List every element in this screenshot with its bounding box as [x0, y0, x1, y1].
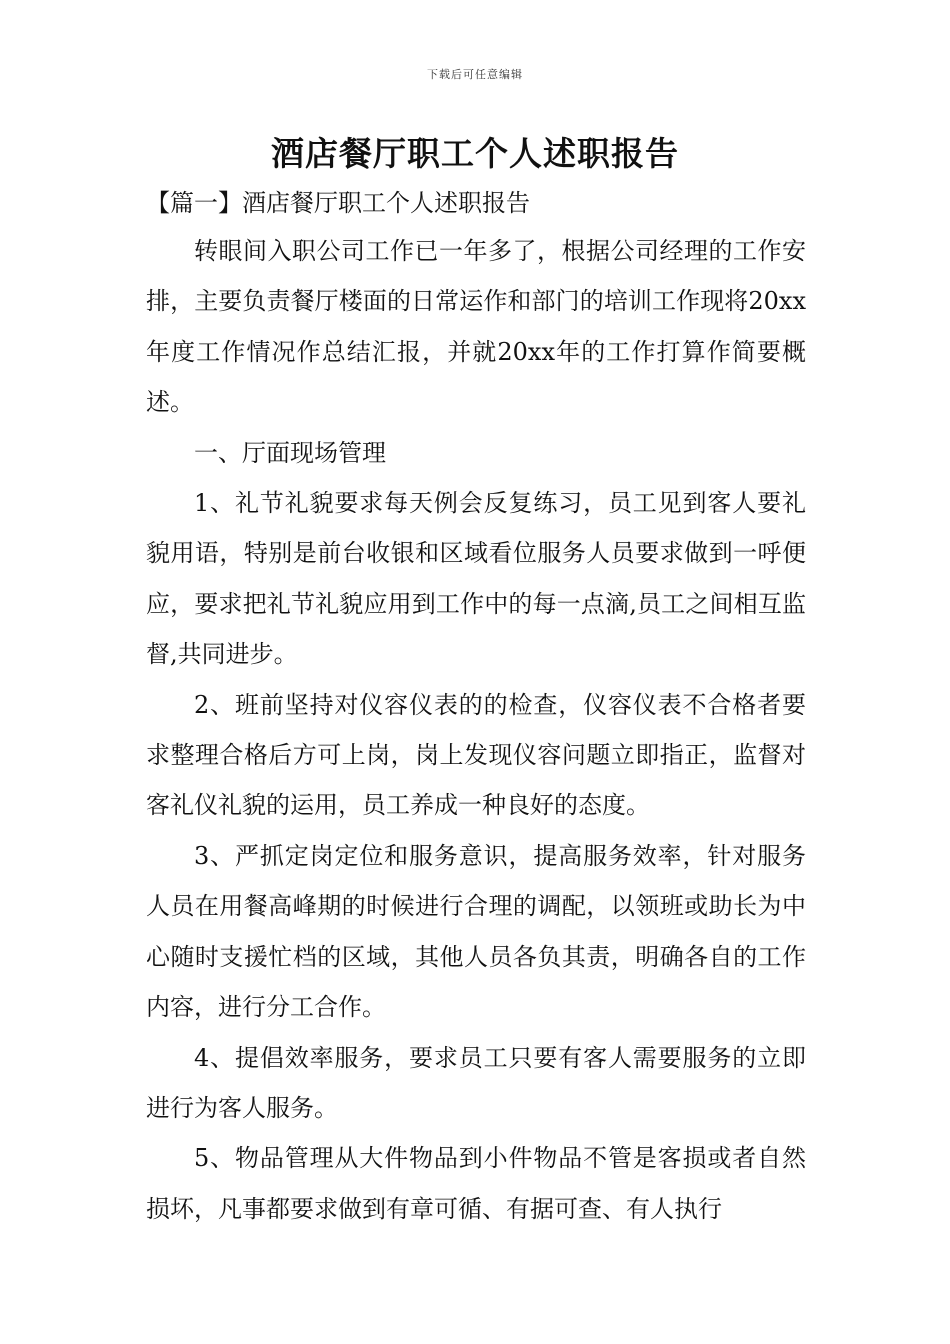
document-body: [146, 226, 806, 1234]
paragraph-item-5: 5、物品管理从大件物品到小件物品不管是客损或者自然损坏，凡事都要求做到有章可循、有据可查、有人执行: [146, 1144, 806, 1223]
paragraph-item-4: 4、提倡效率服务，要求员工只要有客人需要服务的立即进行为客人服务。: [146, 1043, 806, 1122]
header-note: 下载后可任意编辑: [427, 68, 523, 81]
section-heading: 【篇一】酒店餐厅职工个人述职报告: [146, 189, 530, 217]
paragraph-subheading: 一、厅面现场管理: [194, 438, 386, 467]
document-title: 酒店餐厅职工个人述职报告: [271, 134, 679, 173]
paragraph-item-3: 3、严抓定岗定位和服务意识，提高服务效率，针对服务人员在用餐高峰期的时候进行合理的调配，以领班或助长为中心随时支援忙档的区域，其他人员各负其责，明确各自的工作内容，进行分工合作。: [146, 841, 806, 1022]
paragraph-item-2: 2、班前坚持对仪容仪表的的检查，仪容仪表不合格者要求整理合格后方可上岗，岗上发现仪容问题立即指正，监督对客礼仪礼貌的运用，员工养成一种良好的态度。: [146, 690, 806, 820]
paragraph-item-1: 1、礼节礼貌要求每天例会反复练习，员工见到客人要礼貌用语，特别是前台收银和区域看位服务人员要求做到一呼便应，要求把礼节礼貌应用到工作中的每一点滴,员工之间相互监督,共同进步。: [146, 489, 806, 669]
paragraph-intro: 转眼间入职公司工作已一年多了，根据公司经理的工作安排，主要负责餐厅楼面的日常运作和部门的培训工作现将20xx年度工作情况作总结汇报，并就20xx年的工作打算作简要概述。: [146, 237, 806, 417]
